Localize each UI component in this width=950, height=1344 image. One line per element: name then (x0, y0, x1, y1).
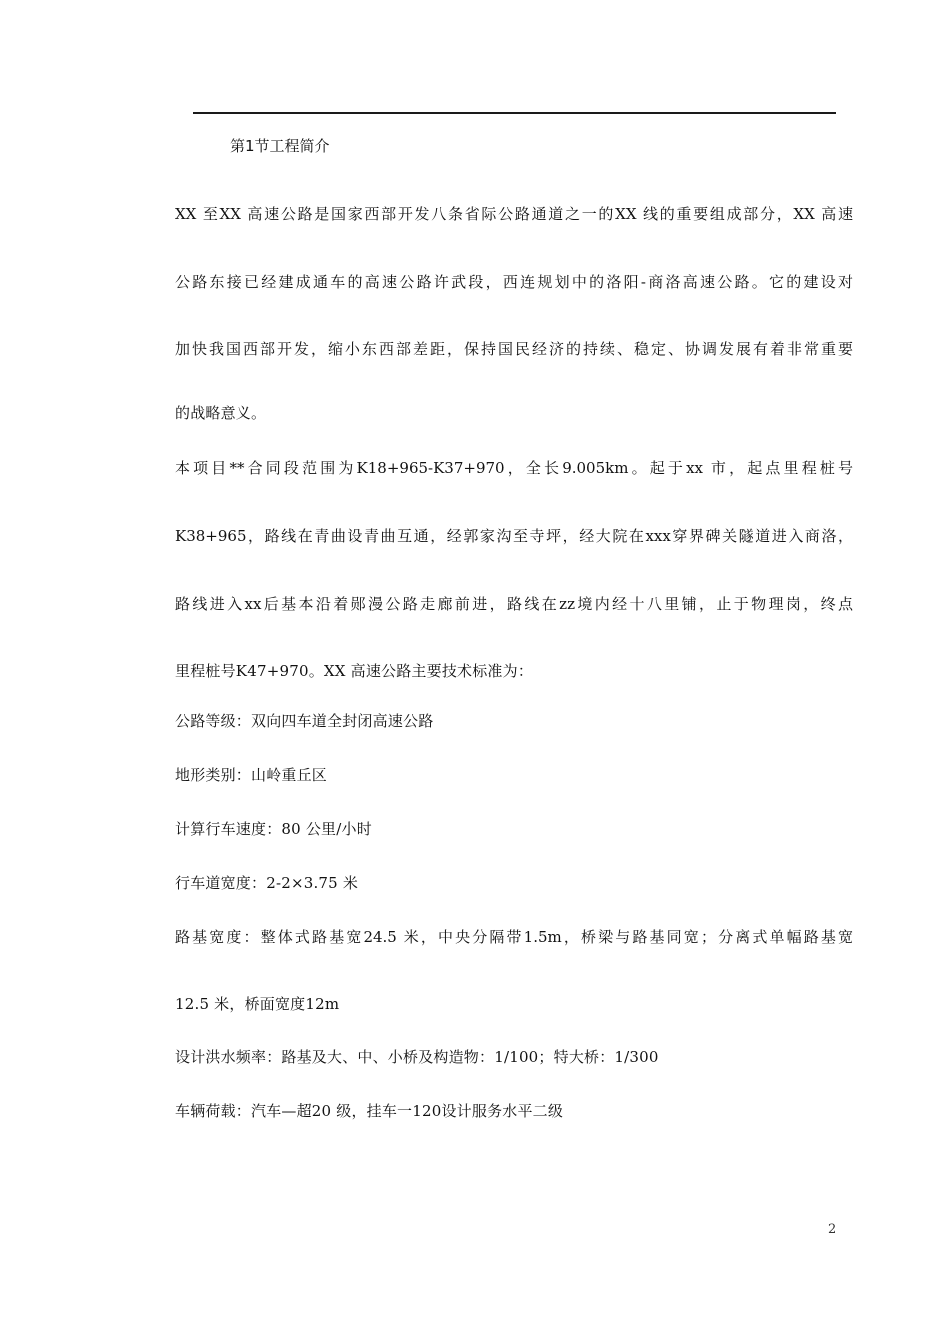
paragraph-2-line-3: 路线进入xx后基本沿着郧漫公路走廊前进，路线在zz境内经十八里铺，止于物理岗，终点 (175, 595, 853, 613)
paragraph-1-line-1: XX 至XX 高速公路是国家西部开发八条省际公路通道之一的XX 线的重要组成部分，XX 高速 (175, 205, 853, 223)
paragraph-2-line-2: K38+965，路线在青曲设青曲互通，经郭家沟至寺坪，经大院在xxx穿界碑关隧道进入商洛， (175, 527, 853, 545)
page-number: 2 (828, 1222, 837, 1237)
paragraph-1-line-2: 公路东接已经建成通车的高速公路许武段，西连规划中的洛阳-商洛高速公路。它的建设对 (175, 273, 853, 291)
paragraph-1-line-4: 的战略意义。 (175, 404, 267, 422)
standard-subgrade-width-cont: 12.5 米，桥面宽度12m (175, 995, 340, 1013)
standard-terrain: 地形类别：山岭重丘区 (175, 766, 328, 784)
header-rule (193, 112, 836, 114)
standard-lane-width: 行车道宽度：2-2×3.75 米 (175, 874, 359, 892)
standard-flood-frequency: 设计洪水频率：路基及大、中、小桥及构造物：1/100；特大桥：1/300 (175, 1048, 659, 1066)
standard-subgrade-width: 路基宽度：整体式路基宽24.5 米，中央分隔带1.5m，桥梁与路基同宽；分离式单幅路基宽 (175, 928, 853, 946)
paragraph-2-line-4: 里程桩号K47+970。XX 高速公路主要技术标准为： (175, 662, 534, 680)
standard-road-grade: 公路等级：双向四车道全封闭高速公路 (175, 712, 434, 730)
section-title: 第1节工程简介 (230, 137, 330, 155)
standard-design-speed: 计算行车速度：80 公里/小时 (175, 820, 372, 838)
paragraph-1-line-3: 加快我国西部开发，缩小东西部差距，保持国民经济的持续、稳定、协调发展有着非常重要 (175, 340, 853, 358)
paragraph-2-line-1: 本项目**合同段范围为K18+965-K37+970，全长9.005km。起于xx 市，起点里程桩号 (175, 459, 853, 477)
standard-vehicle-load: 车辆荷载：汽车—超20 级，挂车一120设计服务水平二级 (175, 1102, 564, 1120)
